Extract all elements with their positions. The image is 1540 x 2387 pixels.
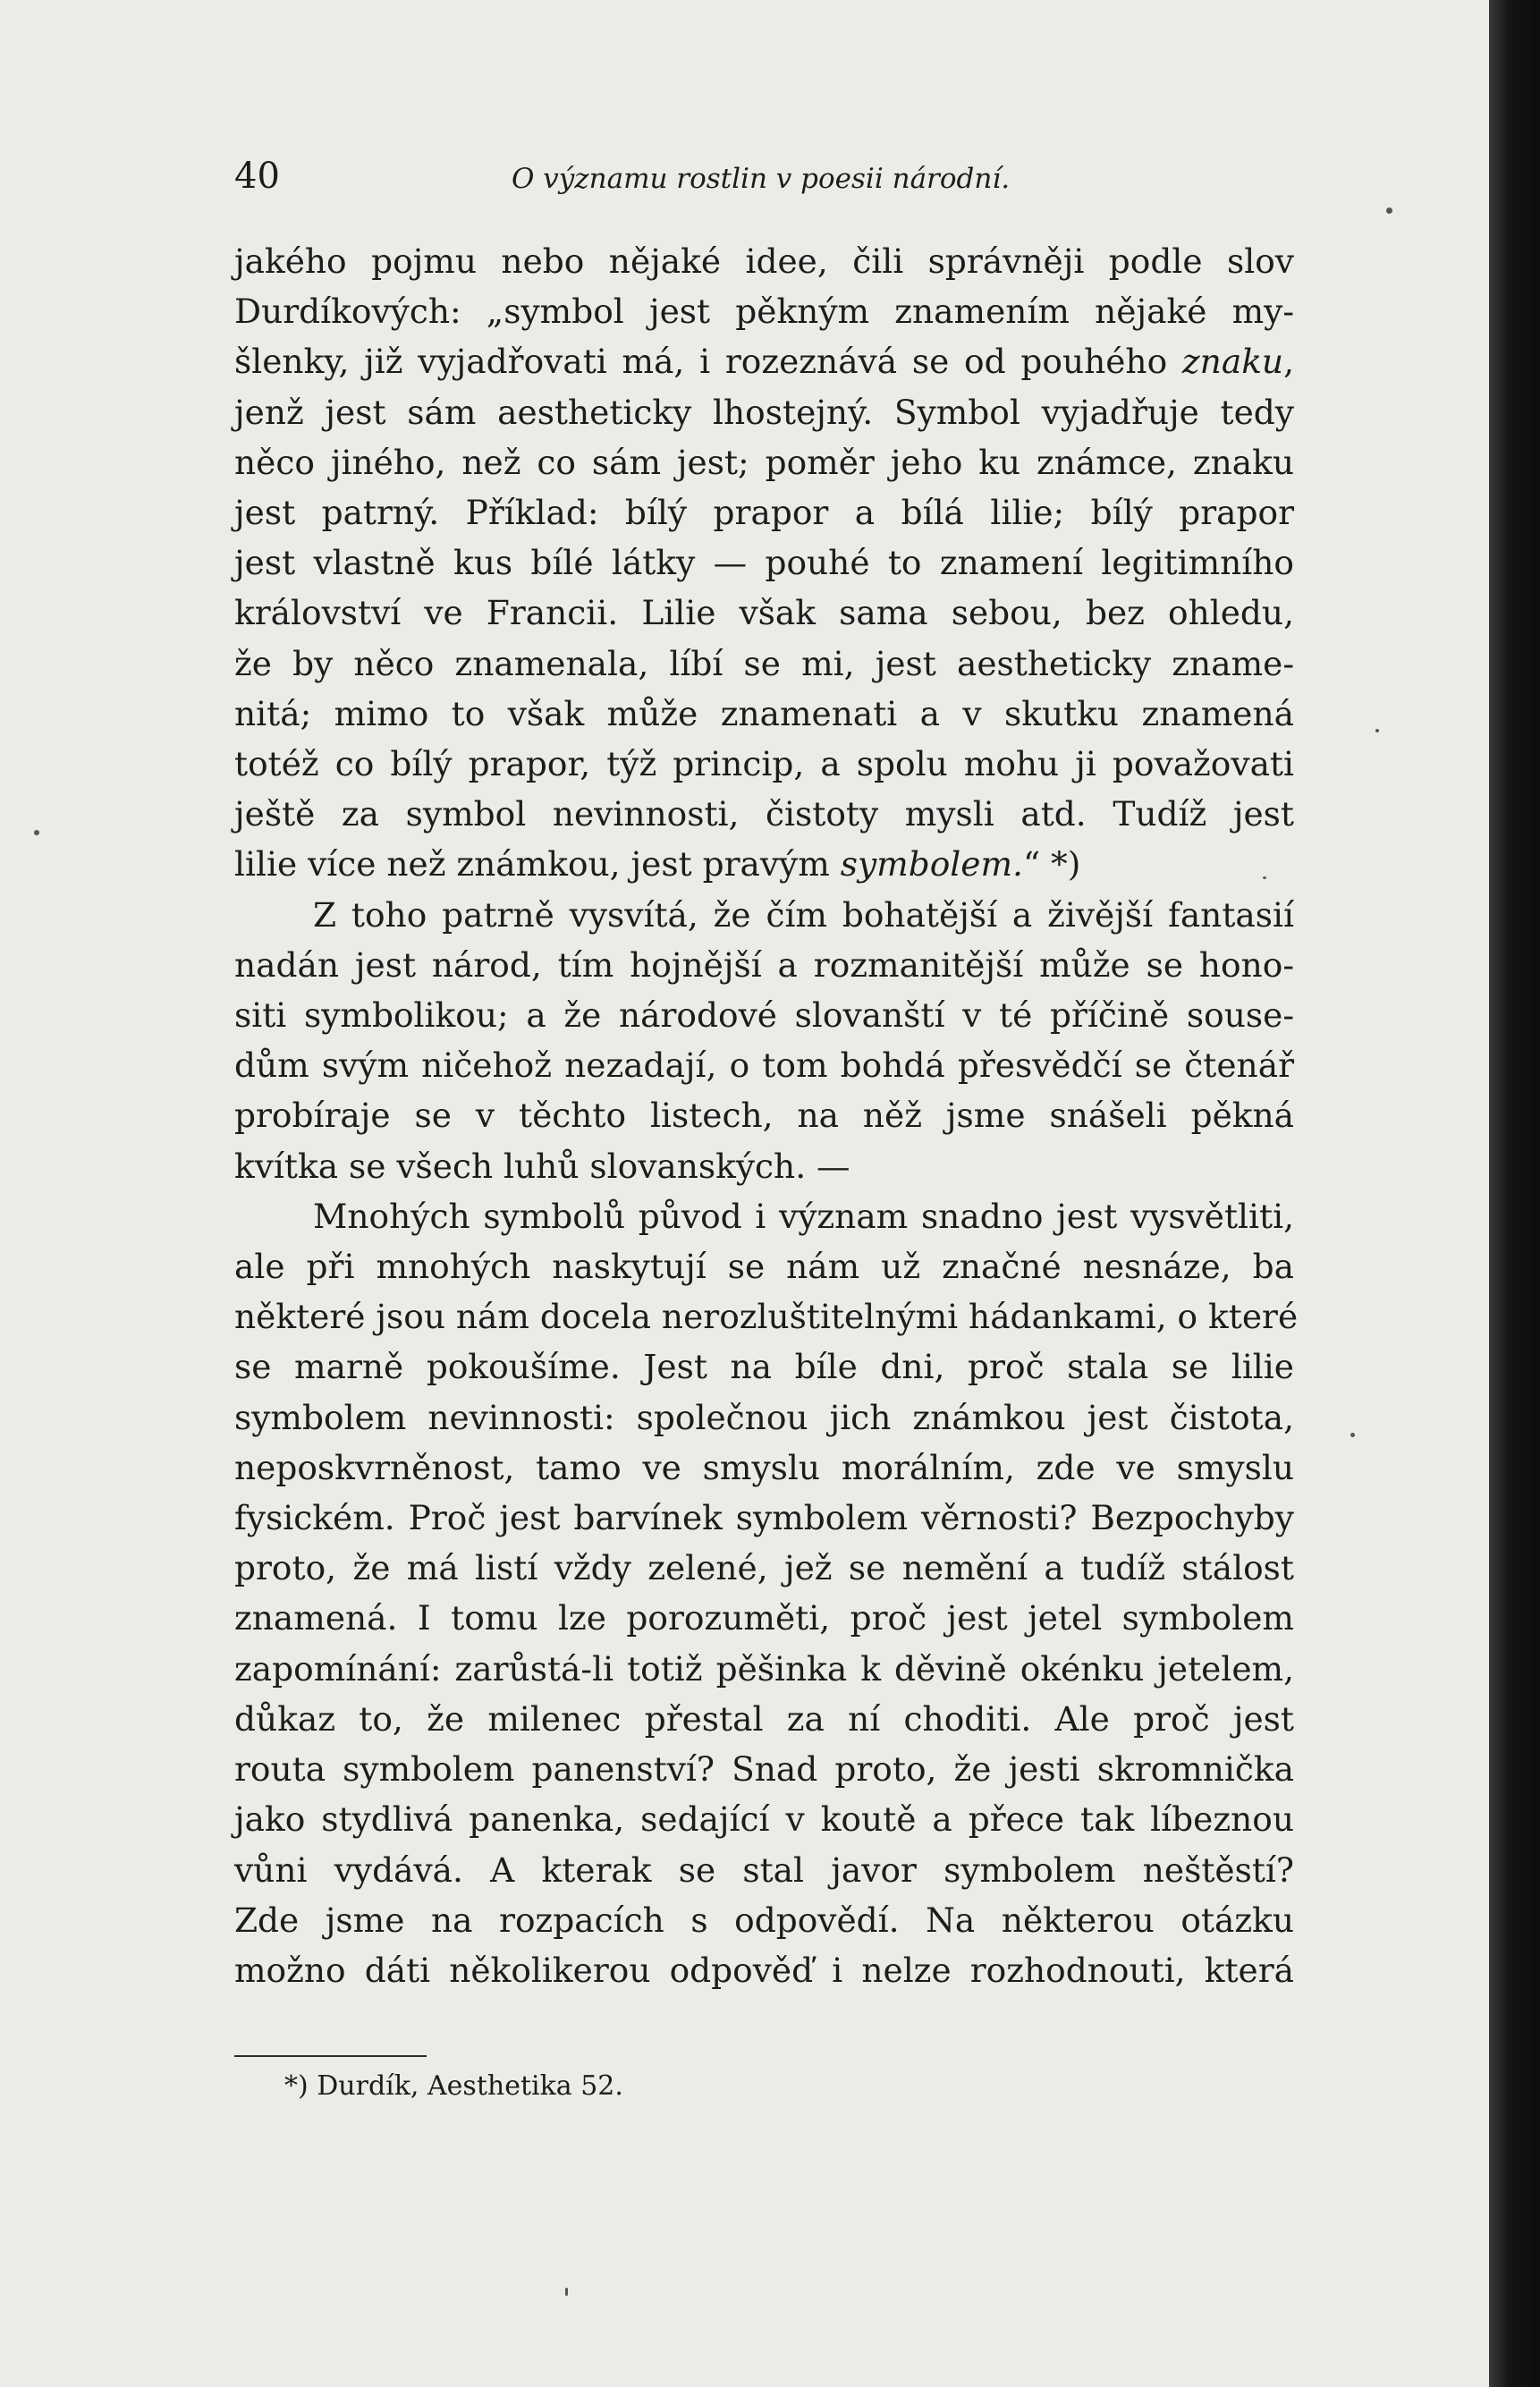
text-line	[234, 588, 1294, 638]
text-segment: že by něco znamenala, líbí se mi, jest aesthеticky zname-	[234, 643, 1294, 683]
body-text	[234, 236, 1299, 1995]
text-line	[234, 1744, 1294, 1794]
text-line	[234, 1794, 1294, 1844]
text-segment: důkaz to, že milenec přestal za ní choditi. Ale proč jest	[234, 1698, 1294, 1739]
text-line	[234, 1644, 1294, 1694]
text-line	[234, 639, 1294, 689]
text-segment: něco jiného, než co sám jest; poměr jeho ku známce, znaku	[234, 442, 1294, 482]
text-segment: šlenky, již vyjadřovati má, i rozeznává se od pouhého	[234, 342, 1182, 382]
text-segment: některé jsou nám docela nerozluštitelnými hádankami, o které	[234, 1297, 1299, 1337]
scan-speck	[1375, 729, 1379, 732]
text-segment: proto, že má listí vždy zelené, jež se nemění a tudíž stálost	[234, 1548, 1294, 1588]
text-segment: zapomínání: zarůstá-li totiž pěšinka k děvině okénku jetelem,	[234, 1648, 1294, 1689]
running-title: O významu rostlin v poesii národní.	[512, 163, 1011, 195]
text-segment: probíraje se v těchto listech, na něž jsme snášeli pěkná	[234, 1096, 1294, 1136]
text-segment: routa symbolem panenství? Snad proto, že jesti skromnička	[234, 1749, 1294, 1790]
text-segment: dům svým ničehož nezadají, o tom bohdá přesvědčí se čtenář	[234, 1045, 1294, 1086]
text-line	[234, 1443, 1294, 1493]
text-line	[234, 789, 1294, 839]
text-segment: “ *)	[1022, 844, 1081, 885]
text-segment: království ve Francii. Lilie však sama sebou, bez ohledu,	[234, 593, 1294, 633]
italic-text: symbolem.	[840, 844, 1023, 885]
page-edge-shadow	[1489, 0, 1540, 2387]
text-line	[234, 1493, 1294, 1543]
text-segment: totéž co bílý prapor, týž princip, a spolu mohu ji považovati	[234, 744, 1294, 784]
text-line	[234, 1040, 1294, 1090]
text-line	[234, 1342, 1294, 1392]
text-segment: fysickém. Proč jest barvínek symbolem věrnosti? Bezpochyby	[234, 1498, 1294, 1538]
footnote-rule	[234, 2055, 427, 2057]
text-segment: jakého pojmu nebo nějaké idee, čili správněji podle slov	[234, 241, 1294, 281]
text-line	[234, 1543, 1294, 1593]
text-segment: možno dáti několikerou odpověď i nelze rozhodnouti, která	[234, 1950, 1294, 1990]
text-segment: jako stydlivá panenka, sedající v koutě a přece tak líbeznou	[234, 1799, 1294, 1840]
text-segment: jest patrný. Příklad: bílý prapor a bílá lilie; bílý prapor	[234, 493, 1294, 533]
scan-speck	[1263, 876, 1266, 879]
text-segment: siti symbolikou; a že národové slovanští v té příčině souse-	[234, 995, 1294, 1036]
text-line	[234, 537, 1294, 588]
text-line	[234, 1191, 1294, 1241]
text-line	[234, 940, 1294, 990]
text-line	[234, 1141, 1294, 1191]
text-segment: lilie více než známkou, jest pravým	[234, 844, 841, 885]
text-segment: jest vlastně kus bílé látky — pouhé to znamení legitimního	[234, 543, 1294, 583]
text-segment: Durdíkových: „symbol jest pěkným znamením nějaké my-	[234, 292, 1294, 332]
text-line	[234, 739, 1294, 789]
text-line	[234, 1845, 1294, 1895]
text-segment: nadán jest národ, tím hojnější a rozmanitější může se hono-	[234, 944, 1294, 985]
text-line	[234, 890, 1294, 940]
text-segment: nitá; mimo to však může znamenati a v skutku znamená	[234, 693, 1294, 733]
scan-speck	[565, 2288, 568, 2296]
text-line	[234, 1090, 1294, 1140]
text-line	[234, 336, 1294, 386]
footnote: *) Durdík, Aesthetika 52.	[284, 2070, 623, 2102]
text-segment: symbolem nevinnosti: společnou jich známkou jest čistota,	[234, 1397, 1294, 1437]
text-line	[234, 387, 1294, 437]
text-line	[234, 236, 1294, 286]
text-segment: se marně pokoušíme. Jest na bíle dni, proč stala se lilie	[234, 1347, 1294, 1387]
text-segment: kvítka se všech luhů slovanských. —	[234, 1146, 850, 1186]
text-segment: znamená. I tomu lze porozuměti, proč jest jetel symbolem	[234, 1598, 1294, 1638]
text-line	[234, 839, 1294, 889]
text-segment: ale při mnohých naskytují se nám už značné nesnáze, ba	[234, 1247, 1294, 1287]
text-segment: Z toho patrně vysvítá, že čím bohatější a živější fantasií	[313, 894, 1294, 935]
scan-speck	[1386, 207, 1392, 214]
text-line	[234, 487, 1294, 537]
text-line	[234, 1392, 1294, 1443]
text-line	[234, 437, 1294, 487]
text-segment: neposkvrněnost, tamo ve smyslu morálním, zde ve smyslu	[234, 1447, 1294, 1487]
text-line	[234, 1945, 1294, 1995]
page-header	[234, 150, 1290, 204]
text-line	[234, 1241, 1294, 1291]
text-segment: Zde jsme na rozpacích s odpovědí. Na některou otázku	[234, 1900, 1294, 1940]
text-segment: ,	[1283, 342, 1294, 382]
scan-speck	[34, 830, 39, 835]
text-line	[234, 689, 1294, 739]
text-line	[234, 990, 1294, 1040]
scan-speck	[1350, 1433, 1355, 1437]
text-line	[234, 1895, 1294, 1945]
text-segment: Mnohých symbolů původ i význam snadno jest vysvětliti,	[313, 1196, 1294, 1236]
text-line	[234, 286, 1294, 336]
text-segment: ještě za symbol nevinnosti, čistoty mysli atd. Tudíž jest	[234, 794, 1294, 834]
text-segment: jenž jest sám aesthеticky lhostejný. Symbol vyjadřuje tedy	[234, 392, 1294, 432]
page-number: 40	[234, 156, 280, 197]
text-segment: vůni vydává. A kterak se stal javor symbolem neštěstí?	[234, 1850, 1294, 1890]
text-line	[234, 1291, 1299, 1342]
text-line	[234, 1694, 1294, 1744]
italic-text: znaku	[1181, 342, 1284, 382]
text-line	[234, 1593, 1294, 1643]
